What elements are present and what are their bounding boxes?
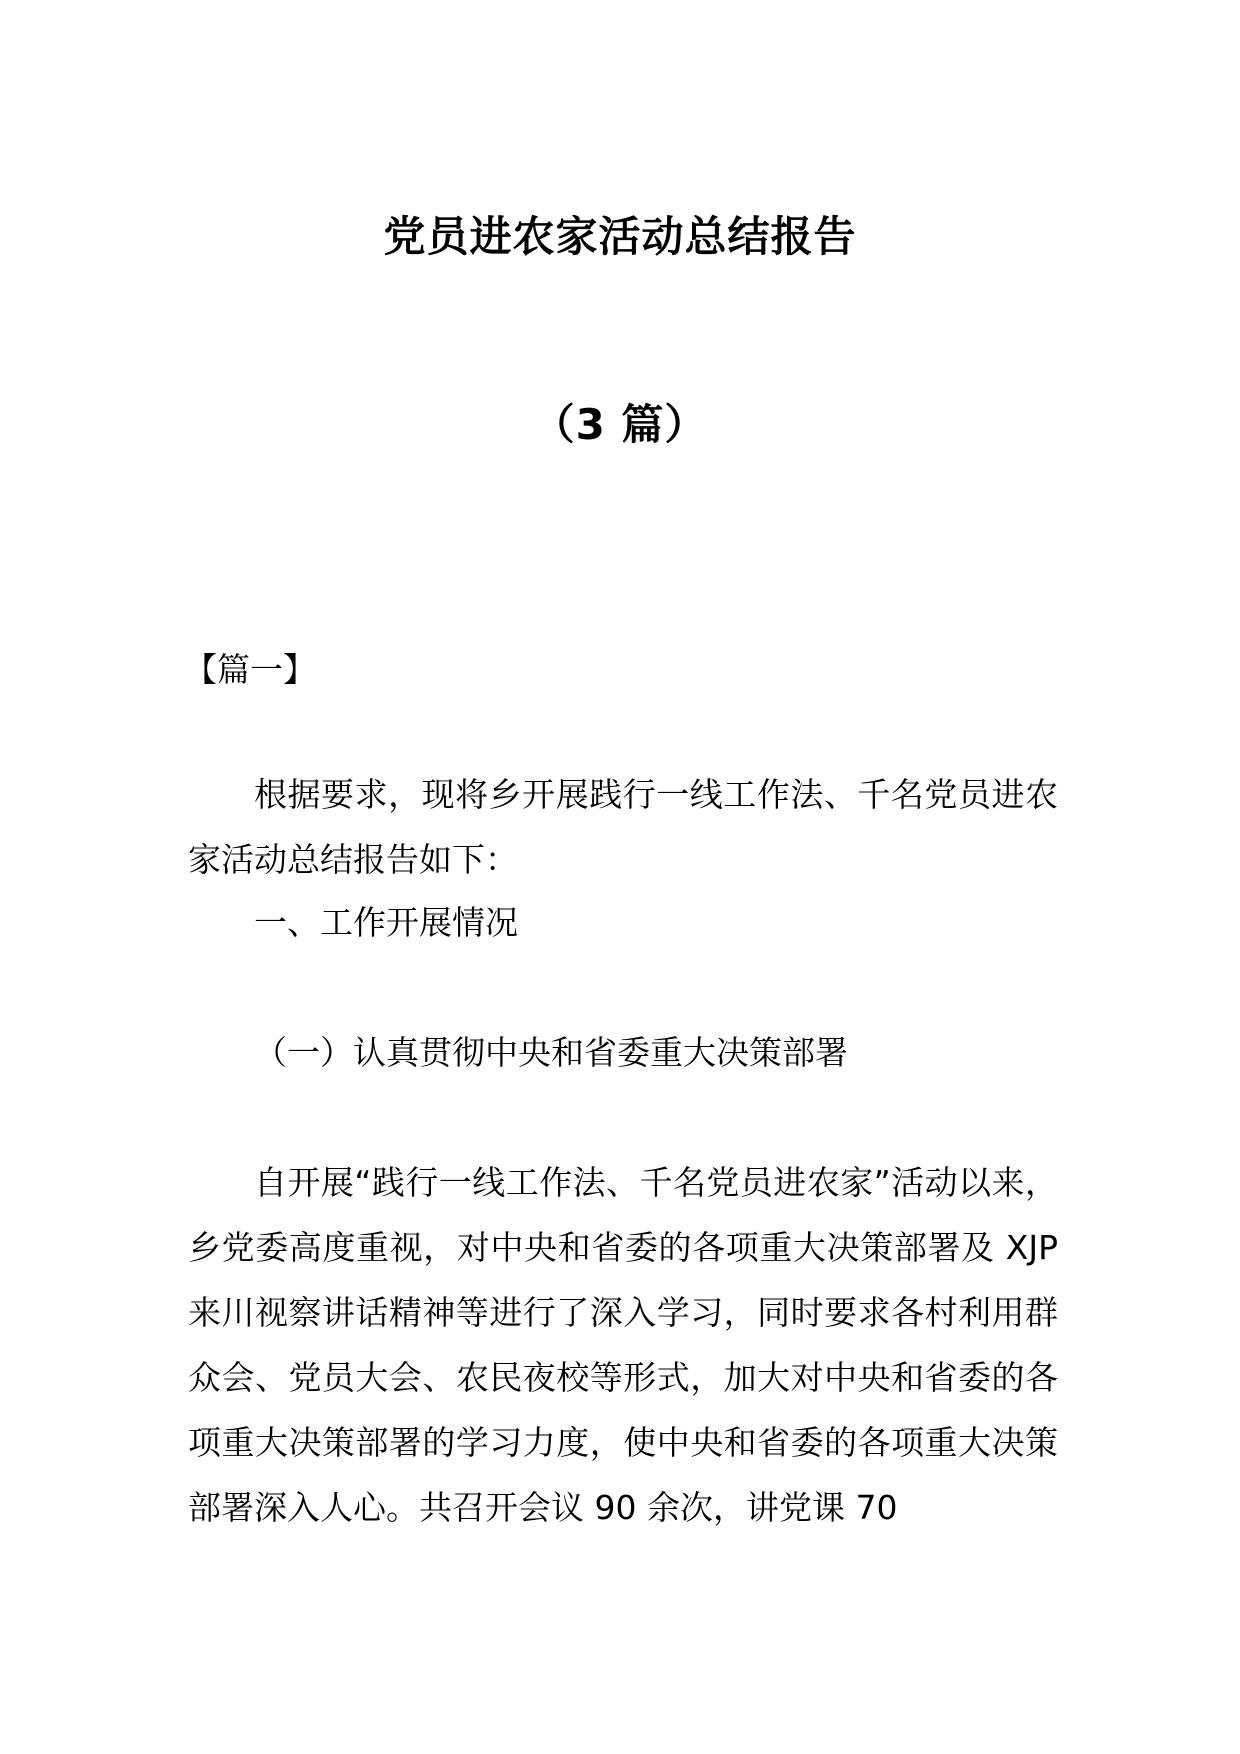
subheading-implement-decisions: （一）认真贯彻中央和省委重大决策部署 xyxy=(254,1033,848,1072)
section-tag: 【篇一】 xyxy=(184,650,316,689)
intro-paragraph: 根据要求，现将乡开展践行一线工作法、千名党员进农家活动总结报告如下： xyxy=(188,775,1058,879)
body-paragraph: 自开展“践行一线工作法、千名党员进农家”活动以来，乡党委高度重视，对中央和省委的各项重大决策部署及 XJP 来川视察讲话精神等进行了深入学习，同时要求各村利用群众会、党员大会、农民夜校等形式，加大对中央和省委的各项重大决策部署的学习力度，使中央和省委的各项重大决策部署深入人心。共召开会议 90 余次，讲党课 70 xyxy=(188,1163,1058,1527)
document-subtitle: （3 篇） xyxy=(532,400,708,449)
heading-work-progress: 一、工作开展情况 xyxy=(254,903,518,942)
document-title: 党员进农家活动总结报告 xyxy=(383,212,857,261)
